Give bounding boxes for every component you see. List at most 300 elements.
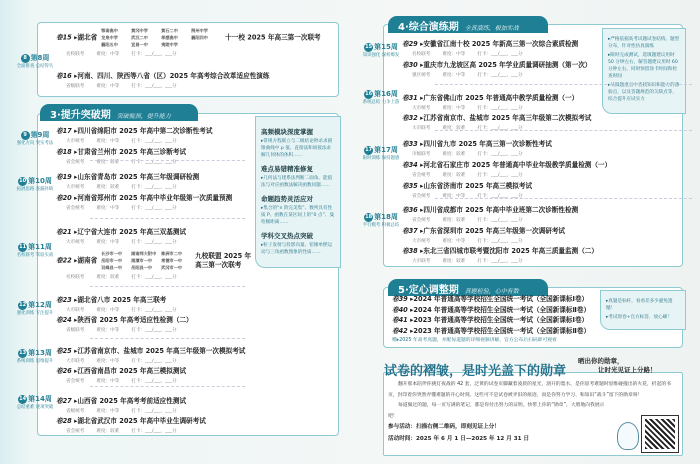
exam-number: 卷19	[56, 173, 72, 181]
week-label	[360, 89, 402, 106]
tip-heading: 命题趋势灵活应对	[261, 195, 313, 203]
exam-number: 卷35	[402, 182, 418, 190]
exam-number: 卷33	[402, 140, 418, 148]
school-list	[101, 250, 191, 271]
exam-item[interactable]	[402, 112, 591, 131]
school-name: 鄂南高中	[101, 28, 118, 33]
exam-name: 湖南省	[77, 256, 98, 265]
exam-name: 2024 年普通高等学校招生全国统一考试（全国新课标Ⅱ卷）	[413, 305, 591, 314]
qr-code[interactable]	[642, 416, 678, 452]
week-number: 第17周	[374, 146, 398, 154]
exam-difficulty: 难度：较难	[96, 275, 120, 280]
exam-type: 大市联考	[66, 308, 85, 313]
divider	[435, 84, 692, 85]
exam-number: 卷15	[56, 33, 72, 42]
exam-item[interactable]	[56, 146, 189, 165]
checkin-field[interactable]: 打卡：___/___，___分	[131, 308, 177, 313]
checkin-field[interactable]: 打卡：___/___，___分	[477, 239, 523, 244]
exam-title: 卷24 ▸陕西省 2025 年高考适应性检测（二）	[56, 316, 193, 324]
exam-type: 市级联考	[412, 152, 431, 157]
exam-item[interactable]	[402, 225, 565, 244]
exam-type: 大市统考	[66, 240, 85, 245]
exam-item[interactable]	[392, 304, 590, 314]
school-name: 武冈市一中	[161, 265, 183, 270]
divider	[435, 130, 692, 131]
exam-number: 卷26	[56, 367, 72, 375]
exam-title: 卷36 ▸四川省成都市 2025 年高中毕业班第二次诊断性检测	[402, 206, 579, 214]
exam-type: 大市统考	[412, 239, 431, 244]
checkin-field[interactable]: 打卡：___/___，___分	[131, 409, 177, 414]
exam-type: 省会统考	[412, 173, 431, 178]
exam-name: 四川省成都市 2025 年高中毕业班第二次诊断性检测	[423, 206, 579, 214]
week-subtitle: 全面排查 总结得失	[16, 64, 54, 69]
week-label	[14, 348, 56, 365]
exam-name: 2023 年普通高等学校招生全国统一考试（全国新课标Ⅱ卷）	[413, 326, 591, 335]
exam-title: 卷30 ▸重庆市九龙坡区高 2025 年学业质量调研抽测（第一次）	[402, 61, 592, 69]
exam-meta	[56, 358, 245, 364]
exam-meta	[56, 408, 189, 414]
week-subtitle: 系统总结 力争上游	[362, 100, 400, 105]
divider	[90, 160, 245, 161]
exam-type: 省级统考	[66, 409, 85, 414]
week-badge: 15	[365, 43, 373, 50]
checkin-field[interactable]: 打卡：___/___，___分	[477, 106, 523, 111]
week-heading	[14, 348, 56, 358]
exam-title: 卷42 ▸2023 年普通高等学校招生全国统一考试（全国新课标Ⅱ卷）	[392, 326, 591, 335]
exam-number: 卷25	[56, 347, 72, 355]
exam-difficulty: 难度：较难	[442, 126, 466, 131]
checkin-field[interactable]: 打卡：___/___，___分	[131, 379, 177, 384]
exam-item[interactable]	[402, 204, 578, 223]
exam-type: 大市统考	[66, 185, 85, 190]
week-number: 第15周	[374, 43, 398, 51]
exam-difficulty: 难度：较难	[96, 160, 120, 165]
checkin-field[interactable]: 打卡：___/___，___分	[477, 73, 523, 78]
section3-sidebar	[255, 116, 341, 268]
promo-time: 活动时间：2025 年 6 月 1 日—2025 年 12 月 31 日	[388, 435, 530, 442]
exam-name: 江西省南昌市 2025 年高三模拟测试	[77, 367, 187, 375]
exam-item[interactable]	[56, 226, 189, 245]
exam-item[interactable]	[56, 314, 193, 333]
exam-difficulty: 难度：中等	[442, 239, 466, 244]
exam-title: 卷21 ▸辽宁省大连市 2025 年高三双基测试	[56, 228, 187, 236]
exam-difficulty: 难度：中等	[96, 240, 120, 245]
section-title: 5·定心调整期	[398, 285, 459, 296]
divider	[90, 218, 245, 219]
exam-difficulty: 难度：较难	[442, 152, 466, 157]
exam-difficulty: 难度：较难	[442, 218, 466, 223]
exam-number: 卷17	[56, 127, 72, 135]
exam-difficulty: 难度：中等	[96, 206, 120, 211]
week-label	[14, 130, 56, 147]
exam-name: 安徽省江南十校 2025 年新高三第一次综合素质检测	[423, 40, 579, 48]
week-badge: 14	[19, 395, 27, 402]
school-name: 湖南师大附中	[131, 251, 157, 256]
exam-item[interactable]	[402, 38, 578, 57]
exam-title: 卷16 ▸河南、四川、陕西等八省（区）2025 年高考综合改革适应性演练	[56, 72, 270, 80]
exam-type: 省会统考	[66, 160, 85, 165]
exam-title: 卷27 ▸山西省 2025 年高考考前适应性测试	[56, 397, 187, 405]
exam-type: 大市统考	[66, 139, 85, 144]
school-name: 黄石二中	[161, 28, 178, 33]
week-badge: 18	[365, 213, 373, 220]
school-name: 黄冈中学	[131, 28, 148, 33]
exam-number: 卷42	[392, 326, 408, 335]
week-number: 第12周	[28, 301, 52, 309]
week-number: 第13周	[28, 349, 52, 357]
checkin-field[interactable]: 打卡：___/___，___分	[131, 84, 177, 89]
exam-type: 名校联考	[66, 52, 85, 57]
tip-text: ▸严格依据高考试题试卷结构、题型分布，针对性仿真演练	[608, 37, 680, 49]
divider	[90, 286, 245, 287]
tip-text: ▸考试原卷+官方标答，放心刷！	[606, 315, 672, 320]
exam-name: 河北省石家庄市 2025 年普通高中毕业年级教学质量检测（一）	[423, 161, 612, 169]
exam-title: 卷25 ▸江苏省南京市、盐城市 2025 年高三年级第一次模拟考试	[56, 347, 246, 355]
exam-item[interactable]	[56, 27, 321, 57]
exam-item[interactable]	[56, 294, 189, 313]
exam-difficulty: 难度：中等	[96, 52, 120, 57]
week-subtitle: 名校联考 驾驭实战	[16, 253, 54, 258]
school-name: 岳阳县一中	[131, 265, 153, 270]
checkin-field[interactable]: 打卡：___/___，___分	[131, 275, 177, 280]
section-title: 3·提升突破期	[50, 110, 111, 121]
exam-name: 山东省青岛市 2025 年高三年级调研检测	[77, 173, 200, 181]
exam-meta	[402, 72, 591, 78]
exam-title: 卷41 ▸2023 年普通高等学校招生全国统一考试（全国新课标Ⅰ卷）	[392, 316, 589, 324]
exam-title: 卷28 ▸湖北省武汉市 2025 年高中毕业生调研考试	[56, 417, 206, 425]
exam-number: 卷22	[56, 256, 72, 265]
exam-difficulty: 难度：中等	[442, 194, 466, 199]
exam-difficulty: 难度：中等	[96, 409, 120, 414]
exam-number: 卷36	[402, 206, 418, 214]
week-label	[14, 53, 56, 70]
exam-title: 卷38 ▸东北三省四城市联考暨沈阳市 2025 年高三质量监测（二）	[402, 247, 598, 255]
exam-item[interactable]	[56, 171, 199, 190]
promo-paragraph: 每道做过的题，每一页写满的笔记，都是你付出努力的证明。快带上你的“勋章”，大胆地向我展示吧！	[388, 403, 605, 419]
checkin-field[interactable]: 打卡：___/___，___分	[477, 126, 523, 131]
exam-number: 卷37	[402, 227, 418, 235]
week-label	[14, 242, 56, 259]
checkin-field[interactable]: 打卡：___/___，___分	[131, 185, 177, 190]
exam-item[interactable]	[402, 92, 578, 111]
promo-bubble	[578, 357, 657, 375]
exam-difficulty: 难度：中等	[96, 359, 120, 364]
section-subtitle: 真题检验，心中有数	[464, 288, 519, 295]
school-name: 孝感高中	[161, 35, 178, 40]
checkin-field[interactable]: 打卡：___/___，___分	[477, 259, 523, 264]
week-badge: 10	[19, 177, 27, 184]
exam-number: 卷30	[402, 61, 418, 69]
week-label	[14, 300, 56, 317]
exam-name: 湖北省	[77, 33, 98, 42]
week-badge: 16	[365, 90, 373, 97]
school-name: 荆州中学	[191, 28, 208, 33]
bubble-line: 晒出你的勋章，	[578, 357, 624, 365]
section3-header	[40, 104, 198, 121]
exam-name: 甘肃省兰州市 2025 年高三诊断考试	[77, 148, 187, 156]
section-subtitle: 全真演练，极加实战	[464, 25, 519, 32]
school-list	[101, 27, 221, 48]
exam-number: 卷41	[392, 316, 408, 324]
exam-type: 省会统考	[412, 194, 431, 199]
exam-type: 大市统考	[412, 106, 431, 111]
exam-number: 卷31	[402, 94, 418, 102]
week-label	[360, 212, 402, 229]
exam-name: 重庆市九龙坡区高 2025 年学业质量调研抽测（第一次）	[423, 61, 592, 69]
school-name: 长沙市一中	[101, 251, 123, 256]
exam-name: 河南、四川、陕西等八省（区）2025 年高考综合改革适应性演练	[77, 72, 270, 80]
exam-number: 卷28	[56, 417, 72, 425]
checkin-field[interactable]: 打卡：___/___，___分	[131, 206, 177, 211]
section4-header	[388, 16, 548, 33]
exam-item[interactable]	[402, 138, 552, 157]
promo-title: 试卷的褶皱，是时光盖下的勋章	[384, 364, 567, 379]
exam-title: 卷34 ▸河北省石家庄市 2025 年普通高中毕业年级教学质量检测（一）	[402, 161, 612, 169]
exam-name: 2023 年普通高等学校招生全国统一考试（全国新课标Ⅰ卷）	[413, 316, 589, 324]
week-number: 第18周	[374, 213, 398, 221]
exam-title: 卷15 ▸湖北省鄂南高中 黄冈中学 黄石二中 荆州中学龙泉中学 武汉二中 孝感高中 襄阳四中襄阳五中 宜昌一中 夷陵中学十一校 2025 年高三第一次联考	[56, 28, 321, 47]
checkin-field[interactable]: 打卡：___/___，___分	[477, 173, 523, 178]
school-name: 武汉二中	[131, 35, 148, 40]
week-number: 第16周	[374, 90, 398, 98]
school-name: 岳阳市一中	[101, 258, 123, 263]
week-heading	[360, 42, 402, 52]
exam-meta	[56, 83, 269, 89]
exam-type: 省级联考	[66, 328, 85, 333]
exam-title: 卷26 ▸江西省南昌市 2025 年高三模拟测试	[56, 367, 187, 375]
exam-item[interactable]	[56, 125, 212, 144]
exam-title: 卷35 ▸山东省济南市 2025 年高三模拟考试	[402, 182, 533, 190]
exam-type: 省会统考	[66, 379, 85, 384]
exam-number: 卷18	[56, 148, 72, 156]
week-badge: 11	[19, 243, 27, 250]
checkin-field[interactable]: 打卡：___/___，___分	[131, 429, 177, 434]
exam-name: 河南省郑州市 2025 年高中毕业年级第一次质量预测	[77, 194, 233, 202]
section5-sidebar	[600, 290, 686, 330]
exam-suffix: 十一校 2025 年高三第一次联考	[225, 33, 321, 42]
exam-item[interactable]	[56, 250, 251, 280]
week-badge: 13	[19, 349, 27, 356]
exam-name: 广东省佛山市 2025 年普通高中教学质量检测（一）	[423, 94, 579, 102]
exam-item[interactable]	[392, 314, 588, 324]
exam-meta	[56, 205, 232, 211]
exam-name: 四川省绵阳市 2025 年高中第二次诊断性考试	[77, 127, 213, 135]
exam-number: 卷39	[392, 295, 408, 303]
week-heading	[14, 53, 56, 63]
school-name: 襄阳四中	[191, 35, 208, 40]
week-label	[360, 42, 402, 59]
school-name: 株洲市二中	[161, 251, 183, 256]
exam-type: 名校联考	[66, 275, 85, 280]
exam-name: 东北三省四城市联考暨沈阳市 2025 年高三质量监测（二）	[423, 247, 598, 255]
checkin-field[interactable]: 打卡：___/___，___分	[477, 52, 523, 57]
divider	[90, 338, 245, 339]
tip-text: ▸几何法与建系法判断二面角、能值法与对应函数法解决函数问题……	[261, 176, 333, 188]
tip-text: ▸粒子发射与投影向量、铅锤单摆运动与三角函数图象的性质……	[261, 243, 333, 255]
exam-difficulty: 难度：中等	[96, 139, 120, 144]
checkin-field[interactable]: 打卡：___/___，___分	[131, 139, 177, 144]
week-heading	[14, 176, 56, 186]
school-name: 常德市一中	[161, 258, 183, 263]
checkin-field[interactable]: 打卡：___/___，___分	[477, 152, 523, 157]
mascot-icon	[617, 422, 639, 450]
exam-item[interactable]	[392, 325, 590, 335]
exam-number: 卷40	[392, 305, 408, 314]
exam-item[interactable]	[56, 415, 206, 434]
week-heading	[14, 130, 56, 140]
week-subtitle: 平行模考 积极总结	[362, 223, 400, 228]
checkin-field[interactable]: 打卡：___/___，___分	[477, 194, 523, 199]
exam-meta	[56, 378, 189, 384]
week-number: 第8周	[30, 54, 50, 62]
exam-difficulty: 难度：中等	[96, 84, 120, 89]
school-name: 襄阳五中	[101, 42, 118, 47]
week-subtitle: 限时训练 保持题感	[362, 156, 400, 161]
tip-text: ▸限时完成测试，选填题建议用时 50 分钟左右，解答题建议用时 60 分钟左右，同时预留涂卡时间和检查时间	[608, 53, 678, 79]
exam-name: 江苏省南京市、盐城市 2025 年高三年级第一次模拟考试	[77, 347, 246, 355]
divider	[90, 386, 245, 387]
exam-meta	[402, 217, 578, 223]
exam-type: 大市联考	[66, 359, 85, 364]
exam-meta	[402, 105, 578, 111]
exam-number: 卷34	[402, 161, 418, 169]
exam-item[interactable]	[402, 59, 591, 78]
week-label	[14, 176, 56, 193]
exam-number: 卷38	[402, 247, 418, 255]
checkin-field[interactable]: 打卡：___/___，___分	[131, 240, 177, 245]
exam-type: 省会统考	[66, 429, 85, 434]
exam-type: 大市联考	[412, 126, 431, 131]
exam-title: 卷23 ▸湖北省八市 2025 年高三联考	[56, 296, 167, 304]
week-subtitle: 总结重难 逐项突破	[16, 405, 54, 410]
exam-title: 卷17 ▸四川省绵阳市 2025 年高中第二次诊断性考试	[56, 127, 213, 135]
exam-meta	[56, 274, 251, 280]
exam-difficulty: 难度：中等	[96, 308, 120, 313]
exam-name: 江苏省南京市、盐城市 2025 年高三年级第二次模拟考试	[423, 114, 592, 122]
week-heading	[360, 212, 402, 222]
exam-name: 湖北省武汉市 2025 年高中毕业生调研考试	[77, 417, 206, 425]
exam-name: 山西省 2025 年高考考前适应性测试	[77, 397, 187, 405]
exam-meta	[402, 258, 598, 264]
exam-number: 卷20	[56, 194, 72, 202]
week-number: 第9周	[30, 131, 50, 139]
exam-item[interactable]	[56, 365, 189, 384]
exam-item[interactable]	[56, 345, 245, 364]
exam-difficulty: 难度：中等	[96, 379, 120, 384]
exam-number: 卷29	[402, 40, 418, 48]
exam-difficulty: 难度：中等	[96, 328, 120, 333]
exam-title: 卷31 ▸广东省佛山市 2025 年普通高中教学质量检测（一）	[402, 94, 579, 102]
tip-text: ▸集合的“n 阶完美集”、数列具有性质 P、函数在某区间上的“0 点”、曼哈顿距离……	[261, 206, 335, 225]
week-subtitle: 拓展思路 查漏补缺	[16, 187, 54, 192]
exam-meta	[56, 184, 199, 190]
exam-item[interactable]	[402, 159, 611, 178]
exam-title: 卷19 ▸山东省青岛市 2025 年高三年级调研检测	[56, 173, 200, 181]
exam-meta	[402, 151, 552, 157]
exam-title: 卷29 ▸安徽省江南十校 2025 年新高三第一次综合素质检测	[402, 40, 579, 48]
week-badge: 8	[21, 54, 30, 63]
school-name: 湘潭市一中	[131, 258, 153, 263]
exam-name: 四川省九市 2025 年高三第一次诊断性考试	[423, 140, 552, 148]
exam-difficulty: 难度：较难	[96, 429, 120, 434]
exam-difficulty: 难度：较难	[442, 259, 466, 264]
exam-meta	[56, 428, 206, 434]
exam-item[interactable]	[392, 293, 588, 303]
checkin-field[interactable]: 打卡：___/___，___分	[131, 328, 177, 333]
exam-type: 省会统考	[412, 218, 431, 223]
exam-suffix: 九校联盟 2025 年高三第一次联考	[195, 251, 252, 269]
week-heading	[14, 394, 56, 404]
exam-type: 强区统考	[412, 73, 431, 78]
exam-item[interactable]	[56, 192, 232, 211]
exam-meta	[56, 327, 193, 333]
week-subtitle: 系统训练 思维提升	[16, 359, 54, 364]
exam-item[interactable]	[56, 70, 269, 89]
exam-type: 名校联考	[412, 52, 431, 57]
tip-text: ▸常规方程联立与二级结论秒杀求圆锥曲线中 p 值、直接法和间接法求解几何体的体积……	[261, 139, 333, 158]
exam-title: 卷40 ▸2024 年普通高等学校招生全国统一考试（全国新课标Ⅱ卷）	[392, 305, 591, 314]
week-number: 第11周	[28, 243, 52, 251]
exam-name: 辽宁省大连市 2025 年高三双基测试	[77, 228, 187, 236]
exam-name: 山东省济南市 2025 年高三模拟考试	[423, 182, 533, 190]
school-name: 双峰县一中	[101, 265, 123, 270]
tip-heading: 难点易错精准修复	[261, 165, 313, 173]
exam-meta	[56, 138, 212, 144]
checkin-field[interactable]: 打卡：___/___，___分	[131, 359, 177, 364]
checkin-field[interactable]: 打卡：___/___，___分	[477, 218, 523, 223]
promo-join: 参与活动：扫描右侧二维码，即刻见证上分！	[388, 424, 500, 430]
week-heading	[14, 300, 56, 310]
checkin-field[interactable]: 打卡：___/___，___分	[131, 160, 177, 165]
section-subtitle: 突破瓶颈，提升能力	[116, 113, 171, 120]
week-badge: 12	[19, 301, 27, 308]
week-subtitle: 强化训练 专注提升	[16, 311, 54, 316]
exam-difficulty: 难度：中等	[442, 106, 466, 111]
exam-title: 卷33 ▸四川省九市 2025 年高三第一次诊断性考试	[402, 140, 552, 148]
exam-item[interactable]	[56, 395, 189, 414]
exam-difficulty: 难度：较难	[96, 185, 120, 190]
exam-title: 卷37 ▸广东省深圳市 2025 年高三年级第一次调研考试	[402, 227, 566, 235]
exam-number: 卷27	[56, 397, 72, 405]
section4-sidebar	[602, 28, 686, 114]
exam-title: 卷18 ▸甘肃省兰州市 2025 年高三诊断考试	[56, 148, 187, 156]
exam-difficulty: 难度：中等	[442, 73, 466, 78]
exam-item[interactable]	[402, 180, 535, 199]
week-subtitle: 强化方向 突实考法	[16, 141, 54, 146]
week-heading	[360, 145, 402, 155]
exam-item[interactable]	[402, 245, 598, 264]
exam-name: 广东省深圳市 2025 年高三年级第一次调研考试	[423, 227, 566, 235]
exam-meta	[56, 307, 189, 313]
exam-name: 湖北省八市 2025 年高三联考	[77, 296, 167, 304]
school-name: 夷陵中学	[161, 42, 178, 47]
checkin-field[interactable]: 打卡：___/___，___分	[131, 52, 177, 57]
week-label	[360, 145, 402, 162]
exam-name: 2024 年普通高等学校招生全国统一考试（全国新课标Ⅰ卷）	[413, 295, 589, 303]
exam-meta	[402, 172, 611, 178]
exam-type: 省级联考	[66, 84, 85, 89]
divider	[435, 198, 692, 199]
exam-number: 卷16	[56, 72, 72, 80]
exam-meta	[56, 51, 321, 57]
week-number: 第14周	[28, 395, 52, 403]
school-name: 龙泉中学	[101, 35, 118, 40]
tip-text: ▸真题是标杆，看看差多少避免遗憾！	[606, 299, 673, 311]
bubble-line: 让时光见证上分路！	[598, 366, 657, 374]
exam-title: 卷39 ▸2024 年普通高等学校招生全国统一考试（全国新课标Ⅰ卷）	[392, 295, 589, 303]
exam-type: 大市联考	[412, 259, 431, 264]
exam-difficulty: 难度：中等	[442, 52, 466, 57]
